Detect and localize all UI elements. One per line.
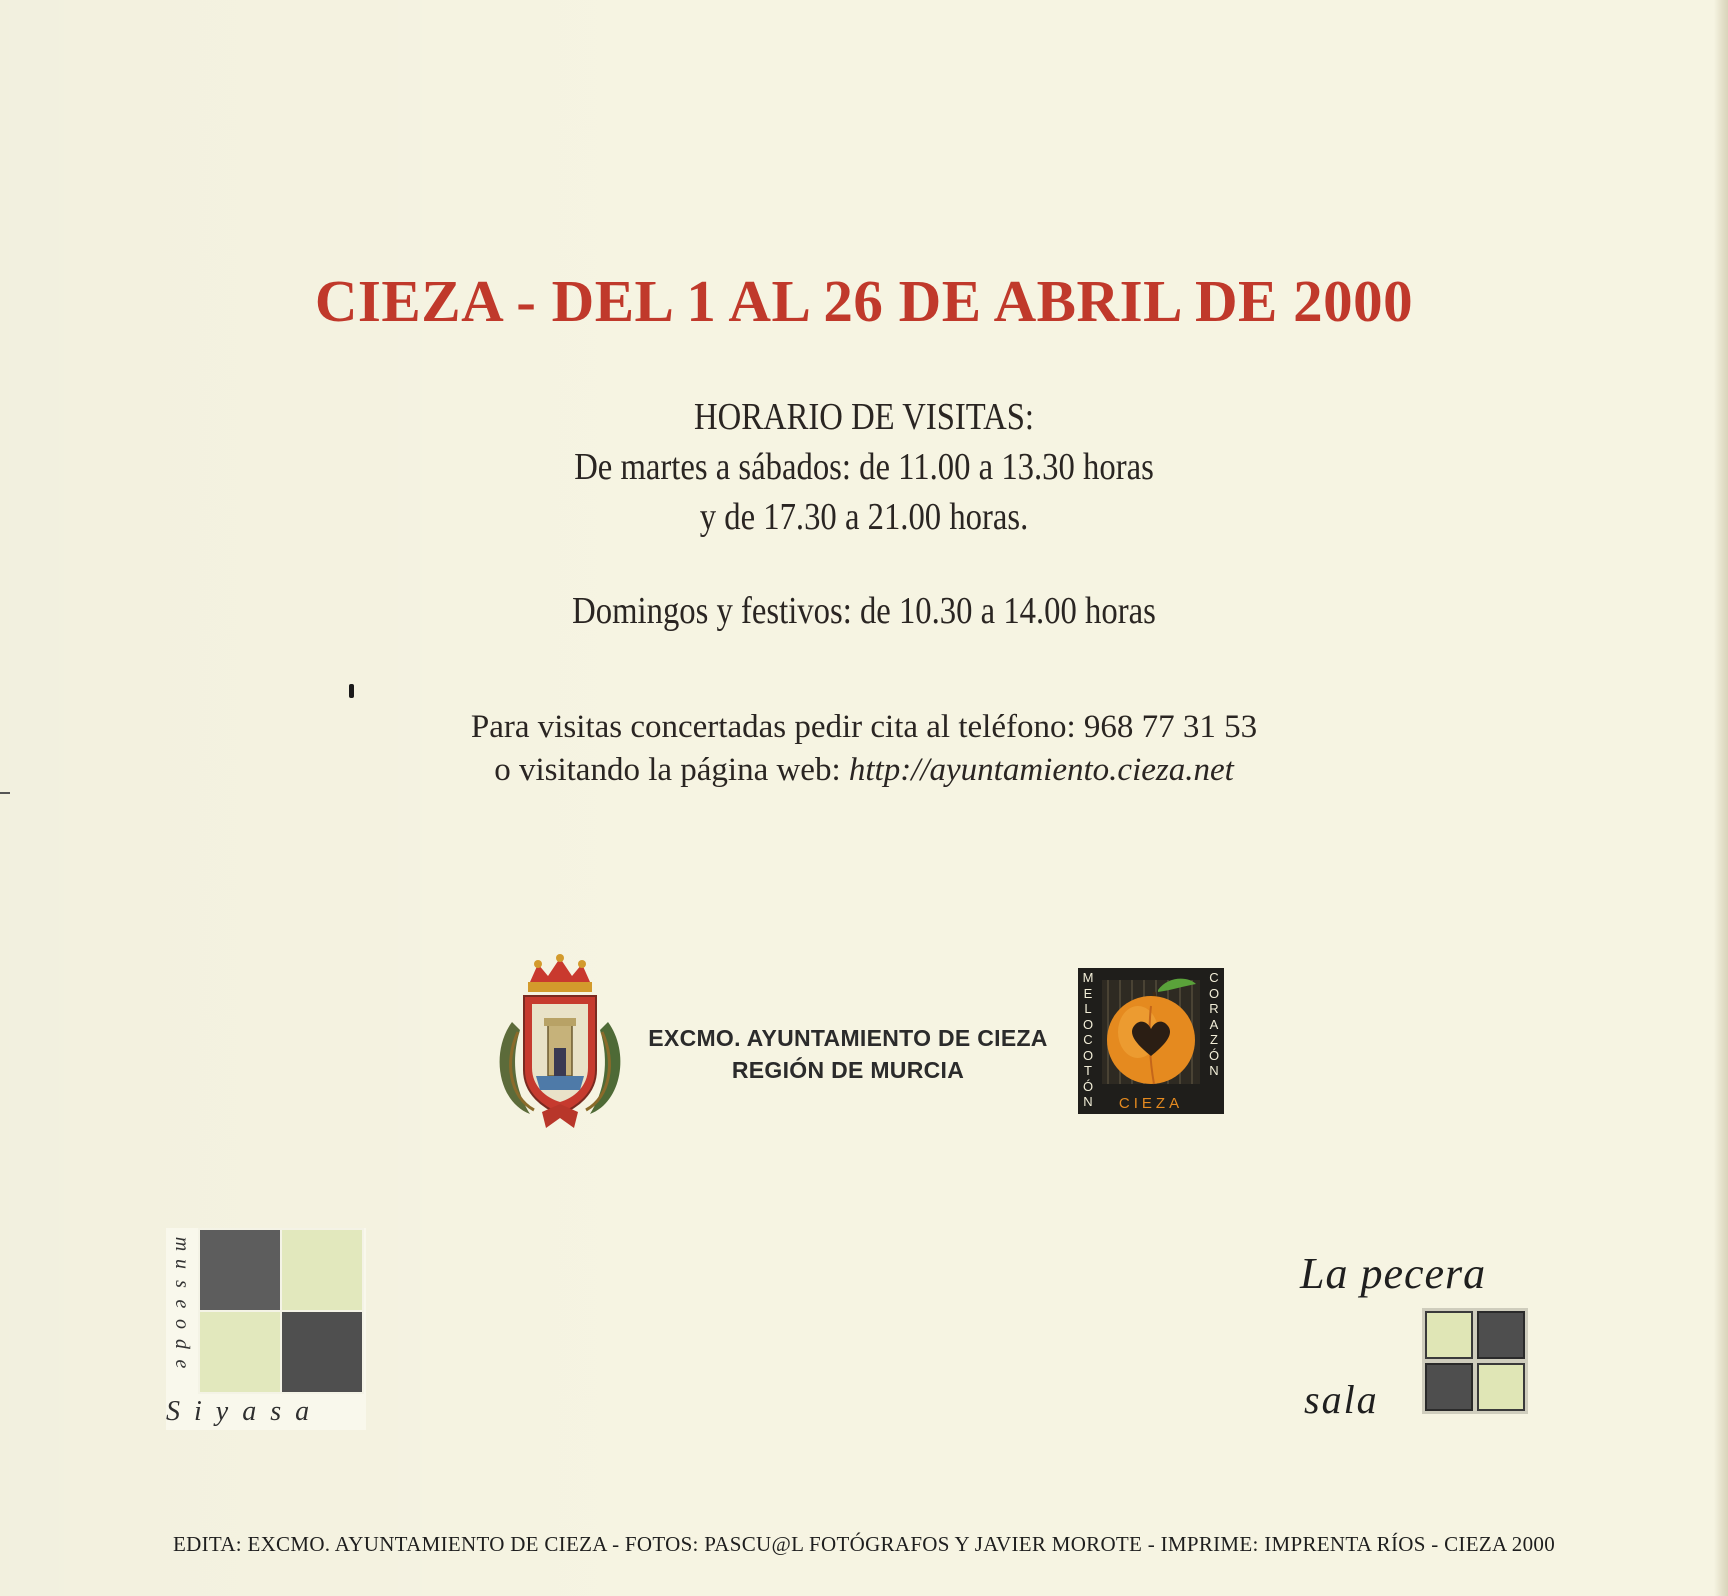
contact-web: [0, 749, 1728, 792]
ayuntamiento-region: REGIÓN DE MURCIA: [731, 1057, 965, 1083]
ayuntamiento-label: [628, 1022, 1068, 1086]
peach-heart-icon: [1098, 972, 1204, 1090]
la-pecera-title: La pecera: [1300, 1249, 1487, 1298]
page-edge-shadow: [1714, 0, 1728, 1596]
contact-web-prefix: o visitando la página web:: [494, 752, 849, 788]
museo-de-vertical-text: m u s e o d e: [171, 1236, 193, 1369]
hours-sundays: Domingos y festivos: de 10.30 a 14.00 horas: [572, 590, 1156, 632]
siyasa-name: Siyasa: [166, 1396, 324, 1427]
ayuntamiento-name: EXCMO. AYUNTAMIENTO DE CIEZA: [648, 1025, 1048, 1051]
cieza-coat-of-arms-icon: [490, 952, 630, 1132]
visiting-hours: [121, 392, 1607, 542]
la-pecera-sala: sala: [1304, 1377, 1379, 1422]
hours-weekdays-line1: De martes a sábados: de 11.00 a 13.30 horas: [574, 446, 1154, 488]
contact-phone: Para visitas concertadas pedir cita al teléfono: 968 77 31 53: [470, 709, 1258, 745]
museo-siyasa-logo: [166, 1228, 366, 1430]
melocoton-cieza-label: CIEZA: [1118, 1095, 1184, 1112]
corazon-vertical-text: C O R A Z Ó N: [1208, 970, 1220, 1078]
melocoton-corazon-logo: [1078, 968, 1224, 1114]
margin-tick: [0, 792, 10, 794]
pecera-checker-icon: [1422, 1308, 1528, 1414]
page-title: CIEZA - DEL 1 AL 26 DE ABRIL DE 2000: [314, 268, 1414, 334]
ink-speck: [349, 684, 354, 698]
melocoton-vertical-text: M E L O C O T Ó N: [1082, 970, 1094, 1109]
hours-heading: HORARIO DE VISITAS:: [694, 396, 1034, 438]
contact-info: [0, 706, 1728, 792]
siyasa-checker-icon: [198, 1228, 364, 1394]
contact-web-url[interactable]: http://ayuntamiento.cieza.net: [848, 752, 1234, 788]
hours-weekdays-line2: y de 17.30 a 21.00 horas.: [699, 496, 1029, 538]
footer-credits: EDITA: EXCMO. AYUNTAMIENTO DE CIEZA - FOTOS: PASCU@L FOTÓGRAFOS Y JAVIER MOROTE - IMPRIME: IMPRENTA RÍOS - CIEZA 2000: [172, 1532, 1556, 1556]
